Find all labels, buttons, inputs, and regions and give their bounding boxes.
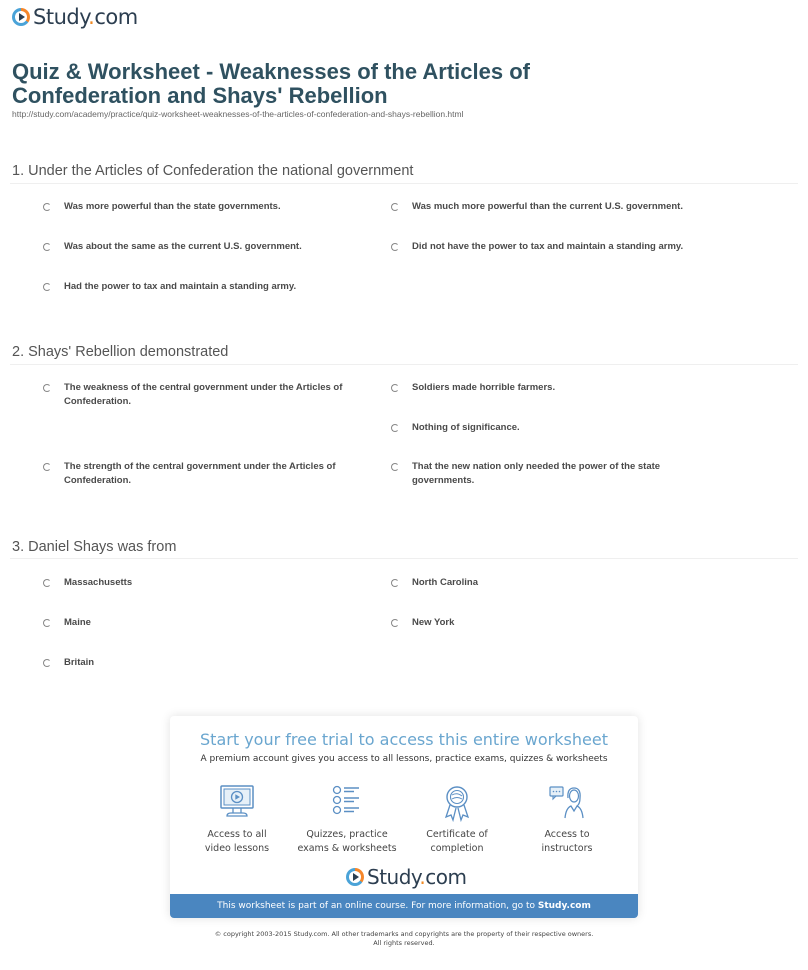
radio-button-icon[interactable]: [391, 619, 399, 627]
radio-button-icon[interactable]: [43, 384, 51, 392]
page-title: Quiz & Worksheet - Weaknesses of the Articles of Confederation and Shays' Rebellion: [12, 59, 530, 108]
study-logo[interactable]: [346, 866, 466, 888]
question-title: 3. Daniel Shays was from: [12, 539, 177, 555]
certificate-ribbon-icon: [437, 784, 477, 822]
answer-option[interactable]: Nothing of significance.: [391, 421, 722, 435]
study-link[interactable]: Study.com: [537, 901, 591, 911]
radio-button-icon[interactable]: [43, 659, 51, 667]
answer-option[interactable]: That the new nation only needed the power of the state governments.: [391, 460, 722, 488]
radio-button-icon[interactable]: [391, 203, 399, 211]
answer-option[interactable]: Was more powerful than the state governments.: [43, 200, 374, 214]
radio-button-icon[interactable]: [43, 619, 51, 627]
feature-label: Quizzes, practice exams & worksheets: [297, 829, 397, 854]
feature-video-lessons: [182, 784, 292, 856]
radio-button-icon[interactable]: [43, 463, 51, 471]
answer-option[interactable]: North Carolina: [391, 576, 722, 590]
feature-label: Access to instructors: [541, 829, 593, 854]
radio-button-icon[interactable]: [391, 243, 399, 251]
answer-option[interactable]: Was much more powerful than the current U.S. government.: [391, 200, 722, 214]
answer-option[interactable]: Was about the same as the current U.S. government.: [43, 240, 374, 254]
copyright-footer: © copyright 2003-2015 Study.com. All other trademarks and copyrights are the property of their respective owners. All rights reserved.: [214, 930, 594, 947]
divider: [10, 183, 798, 184]
radio-button-icon[interactable]: [43, 203, 51, 211]
feature-instructors: [512, 784, 622, 856]
answer-option[interactable]: Maine: [43, 616, 374, 630]
free-trial-promo[interactable]: [170, 716, 638, 918]
feature-label: Access to all video lessons: [204, 829, 270, 854]
radio-button-icon[interactable]: [43, 283, 51, 291]
radio-button-icon[interactable]: [43, 243, 51, 251]
feature-quizzes: [292, 784, 402, 856]
divider: [10, 364, 798, 365]
answer-option[interactable]: Had the power to tax and maintain a standing army.: [43, 280, 374, 294]
question-title: 2. Shays' Rebellion demonstrated: [12, 344, 229, 360]
video-monitor-icon: [217, 784, 257, 822]
play-logo-icon: [346, 868, 364, 886]
study-logo[interactable]: [12, 6, 138, 28]
answer-option[interactable]: Did not have the power to tax and maintain a standing army.: [391, 240, 722, 254]
feature-label: Certificate of completion: [426, 829, 488, 854]
radio-button-icon[interactable]: [391, 579, 399, 587]
logo-wordmark: Study.com: [367, 865, 467, 889]
answer-option[interactable]: The weakness of the central government under the Articles of Confederation.: [43, 381, 374, 409]
answer-option[interactable]: Britain: [43, 656, 374, 670]
radio-button-icon[interactable]: [391, 463, 399, 471]
promo-heading: Start your free trial to access this entire worksheet: [200, 730, 608, 749]
quiz-list-icon: [327, 784, 367, 822]
answer-option[interactable]: Soldiers made horrible farmers.: [391, 381, 722, 395]
feature-certificate: [402, 784, 512, 856]
radio-button-icon[interactable]: [391, 424, 399, 432]
divider: [10, 558, 798, 559]
promo-subheading: A premium account gives you access to all lessons, practice exams, quizzes & worksheets: [200, 754, 608, 764]
instructor-chat-icon: [547, 784, 587, 822]
answer-option[interactable]: The strength of the central government under the Articles of Confederation.: [43, 460, 374, 488]
answer-option[interactable]: New York: [391, 616, 722, 630]
radio-button-icon[interactable]: [43, 579, 51, 587]
radio-button-icon[interactable]: [391, 384, 399, 392]
page-url[interactable]: http://study.com/academy/practice/quiz-worksheet-weaknesses-of-the-articles-of-confederation-and-shays-rebellion.html: [12, 109, 464, 119]
answer-option[interactable]: Massachusetts: [43, 576, 374, 590]
logo-wordmark: Study.com: [33, 5, 138, 29]
question-title: 1. Under the Articles of Confederation the national government: [12, 163, 414, 179]
course-info-banner[interactable]: This worksheet is part of an online course. For more information, go to Study.com: [170, 894, 638, 918]
play-logo-icon: [12, 8, 30, 26]
